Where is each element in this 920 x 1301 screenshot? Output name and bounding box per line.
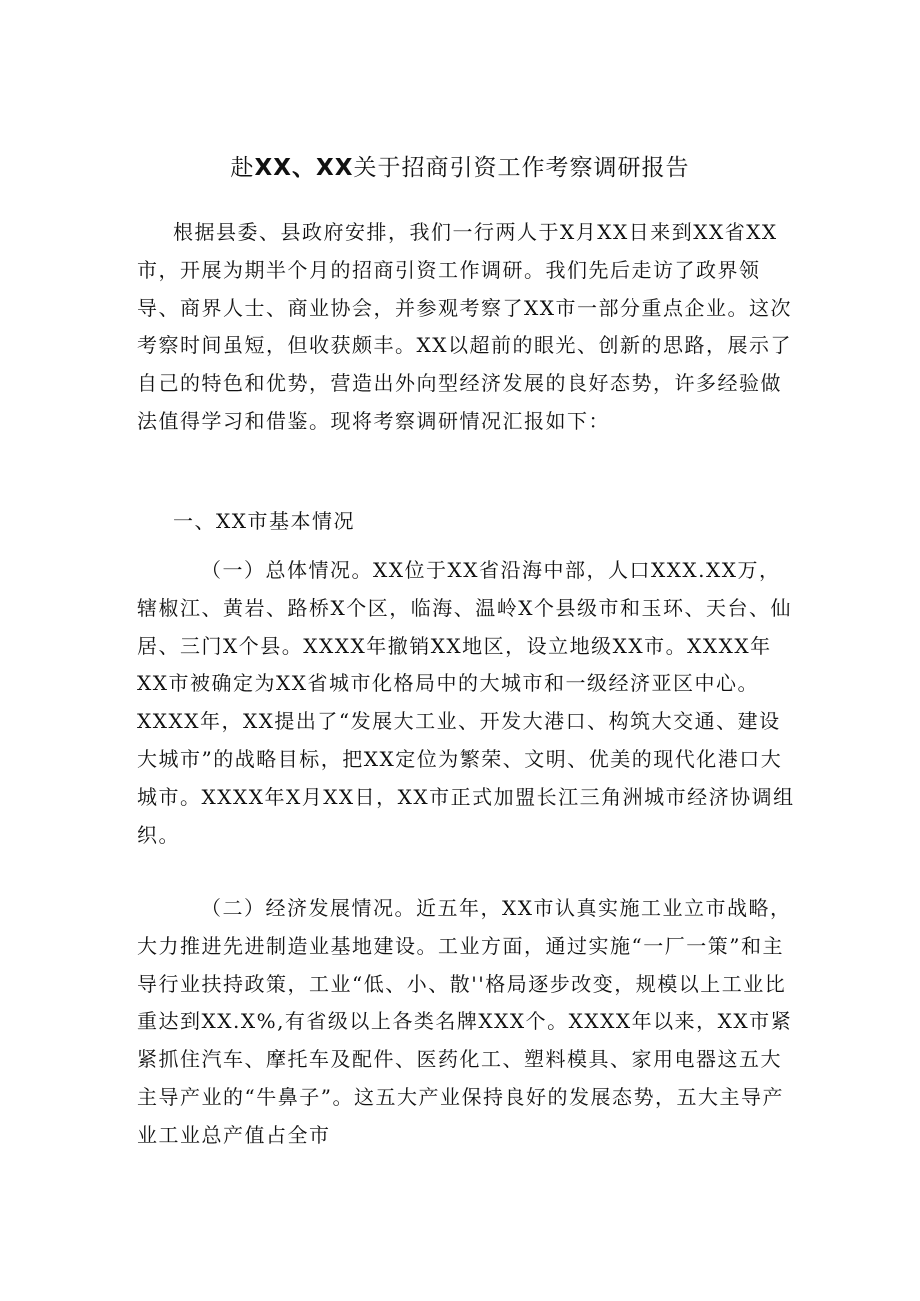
document-title <box>0 150 920 186</box>
title-prefix: 赴 <box>230 155 255 181</box>
intro-paragraph: 根据县委、县政府安排，我们一行两人于X月XX日来到XX省XX市，开展为期半个月的招商引资工作调研。我们先后走访了政界领导、商界人士、商业协会，并参观考察了XX市一部分重点企业。这次考察时间虽短，但收获颇丰。XX以超前的眼光、创新的思路，展示了自己的特色和优势，营造出外向型经济发展的良好态势，许多经验做法值得学习和借鉴。现将考察调研情况汇报如下： <box>137 220 792 433</box>
section-heading-basic-info: 一、XX市基本情况 <box>173 509 355 533</box>
title-suffix: 关于招商引资工作考察调研报告 <box>353 155 690 181</box>
title-bold-part: XX、XX <box>254 155 354 181</box>
economy-paragraph: （二）经济发展情况。近五年，XX市认真实施工业立市战略，大力推进先进制造业基地建设。工业方面，通过实施“一厂一策”和主导行业扶持政策，工业“低、小、散''格局逐步改变，规模以上工业比重达到XX.X%,有省级以上各类名牌XXX个。XXXX年以来，XX市紧紧抓住汽车、摩托车及配件、医药化工、塑料模具、家用电器这五大主导产业的“牛鼻子”。这五大产业保持良好的发展态势，五大主导产业工业总产值占全市 <box>137 896 793 1147</box>
overview-paragraph: （一）总体情况。XX位于XX省沿海中部，人口XXX.XX万，辖椒江、黄岩、路桥X个区，临海、温岭X个县级市和玉环、天台、仙居、三门X个县。XXXX年撤销XX地区，设立地级XX市。XXXX年XX市被确定为XX省城市化格局中的大城市和一级经济亚区中心。XXXX年，XX提出了“发展大工业、开发大港口、构筑大交通、建设大城市”的战略目标，把XX定位为繁荣、文明、优美的现代化港口大城市。XXXX年X月XX日，XX市正式加盟长江三角洲城市经济协调组织。 <box>137 558 795 847</box>
